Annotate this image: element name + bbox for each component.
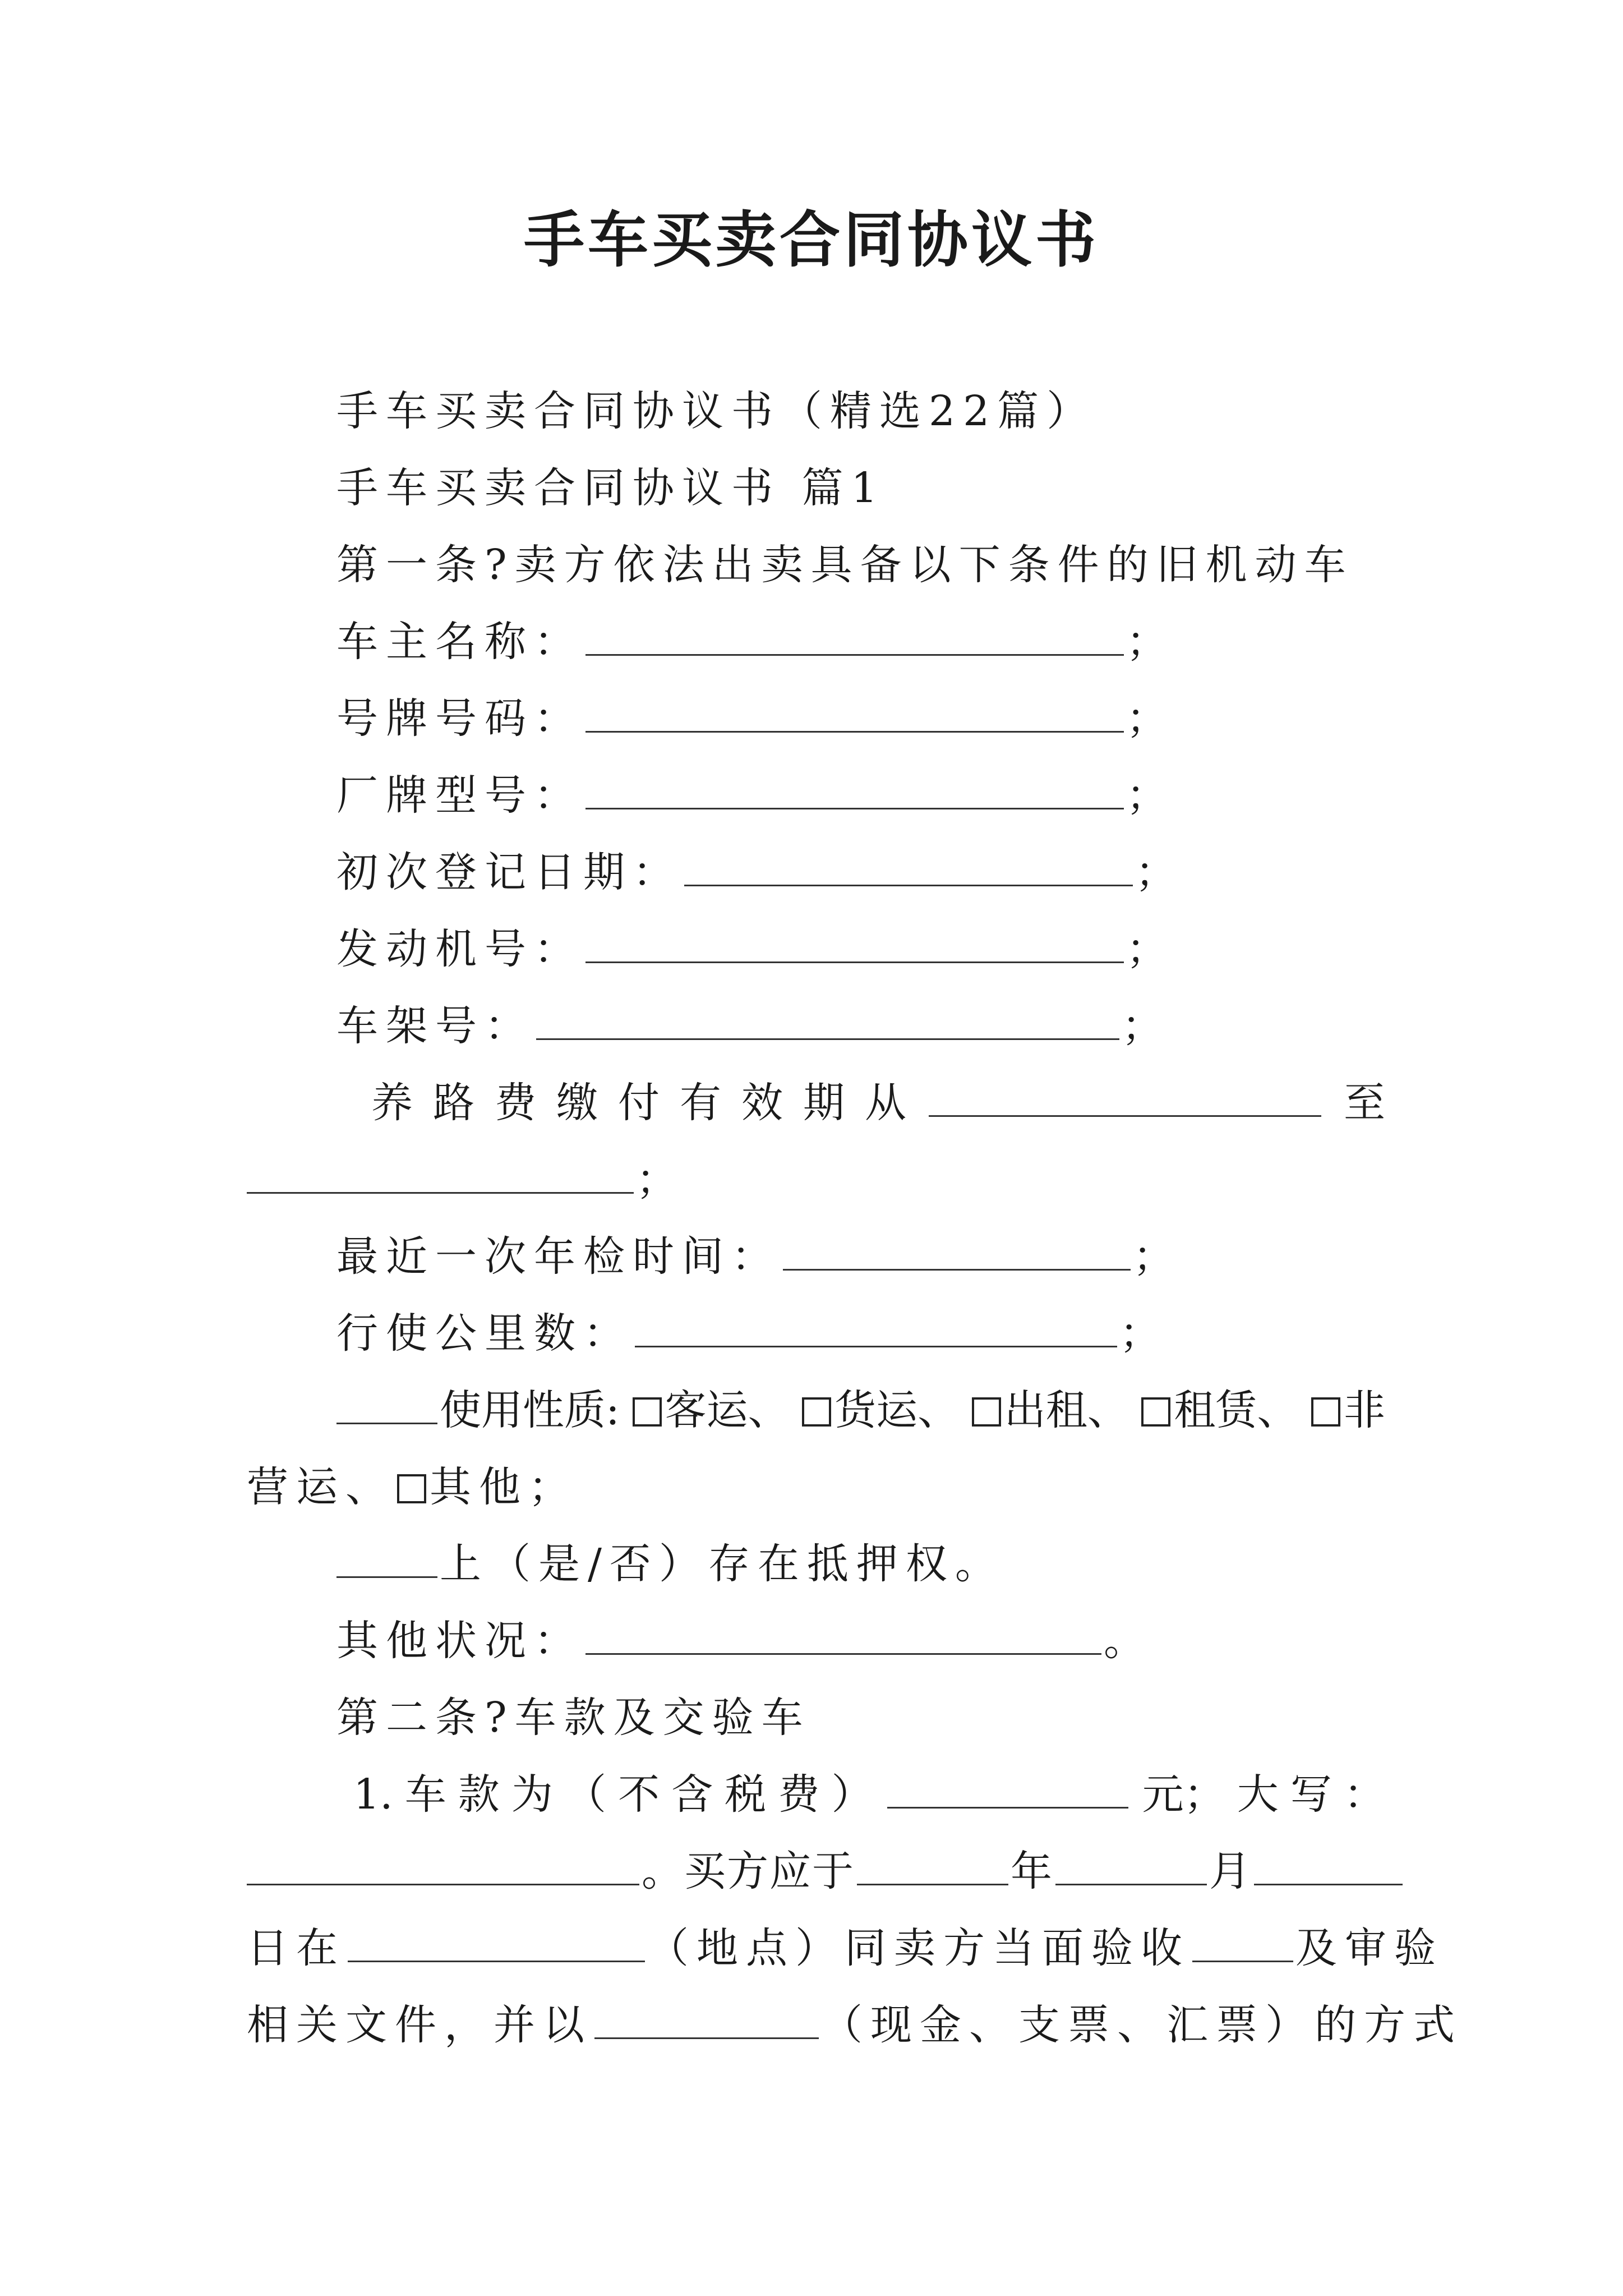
semicolon: ； [1126,925,1175,973]
blank-road-fee-to[interactable] [247,1155,634,1194]
usage-checkbox[interactable] [397,1474,426,1503]
road-fee-char: 路 [433,1079,474,1127]
clause-char: 为 [511,1770,553,1819]
blank-mileage[interactable] [635,1309,1117,1347]
field-first-registration [247,834,1385,911]
subtitle: 手车买卖合同协议书（精选22篇） [336,387,1096,435]
usage-option: 其他； [430,1463,578,1511]
field-usage [247,1372,1385,1449]
clause-1-line-1 [247,1756,1385,1833]
field-engine [247,911,1385,988]
clause-char: 不 [618,1770,660,1819]
road-fee-char: 期 [803,1079,845,1127]
usage-option: 货运、 [834,1386,960,1434]
field-usage-cont [247,1449,1385,1526]
blank-year[interactable] [857,1847,1008,1885]
blank-price[interactable] [887,1770,1128,1809]
clause-char: （ [564,1770,606,1819]
semicolon: ； [1133,1232,1182,1281]
document-title: 手车买卖合同协议书 [523,205,1099,275]
clause-char: 1. [353,1770,393,1819]
clause-char: 大 [1237,1770,1279,1819]
field-model-label: 厂牌型号： [336,771,583,820]
clause-text: （现金、支票、汇票）的方式 [821,2001,1463,2049]
clause-char: 写 [1290,1770,1332,1819]
clause-char: ： [1343,1770,1385,1819]
clause-text: 日在 [247,1924,345,1972]
clause-1-line-3 [247,1910,1444,1987]
clause-text: 及审验 [1295,1924,1444,1972]
blank-first-registration[interactable] [684,848,1133,886]
field-first-registration-label: 初次登记日期： [336,848,682,896]
road-fee-char: 从 [865,1079,906,1127]
blank-road-fee-from[interactable] [929,1078,1321,1117]
road-fee-char: 养 [371,1079,413,1127]
field-frame-label: 车架号： [336,1002,534,1050]
clause-char: 税 [725,1770,767,1819]
clause-char: 费 [778,1770,820,1819]
period: 。 [1104,1617,1153,1665]
road-fee-char: 费 [495,1079,536,1127]
clause-text: （地点）同卖方当面验收 [647,1924,1190,1972]
clause-yuan: 元； [1142,1770,1225,1819]
blank-engine[interactable] [585,924,1124,963]
blank-other[interactable] [585,1616,1101,1655]
field-road-fee-cont [247,1142,1385,1218]
usage-option: 营运、 [247,1463,395,1511]
blank-price-words[interactable] [247,1847,639,1885]
field-last-inspection-label: 最近一次年检时间： [336,1232,781,1281]
blank-payment-method[interactable] [594,2000,819,2039]
field-last-inspection [247,1218,1385,1295]
clause-text: 。买方应于 [642,1847,855,1895]
blank-usage[interactable] [336,1386,437,1424]
road-fee-char: 付 [618,1079,660,1127]
clause-month: 月 [1209,1847,1252,1895]
blank-vehicle[interactable] [1192,1924,1293,1962]
blank-month[interactable] [1055,1847,1207,1885]
usage-label: 使用性质: [440,1386,620,1434]
clause-char: ） [831,1770,873,1819]
semicolon: ； [1122,1002,1171,1050]
road-fee-to: 至 [1344,1079,1385,1127]
blank-model[interactable] [585,771,1124,809]
blank-plate[interactable] [585,694,1124,733]
blank-owner[interactable] [585,617,1124,656]
road-fee-char: 缴 [556,1079,598,1127]
field-model [247,757,1385,834]
usage-option: 出租、 [1004,1386,1129,1434]
semicolon: ； [1135,848,1184,896]
semicolon: ； [1119,1309,1169,1358]
usage-checkbox[interactable] [972,1397,1001,1427]
clause-1-line-4 [247,1987,1463,2064]
usage-option: 租赁、 [1174,1386,1299,1434]
clause-year: 年 [1011,1847,1053,1895]
road-fee-char: 有 [680,1079,721,1127]
field-other [247,1603,1385,1680]
field-owner-label: 车主名称： [336,618,583,666]
document-body [247,373,1463,2064]
semicolon: ； [636,1156,685,1204]
article-1-heading: 第一条?卖方依法出卖具备以下条件的旧机动车 [336,541,1354,589]
usage-checkbox[interactable] [1311,1397,1340,1427]
blank-day[interactable] [1254,1847,1403,1885]
blank-last-inspection[interactable] [783,1232,1131,1271]
field-plate [247,680,1385,757]
semicolon: ； [1126,771,1175,820]
usage-option: 非 [1343,1386,1385,1434]
field-engine-label: 发动机号： [336,925,583,973]
mortgage-text: 上（是/否）存在抵押权。 [440,1540,1004,1588]
usage-checkbox[interactable] [802,1397,831,1427]
usage-checkbox[interactable] [1141,1397,1170,1427]
field-plate-label: 号牌号码： [336,694,583,743]
field-mileage [247,1295,1385,1372]
clause-char: 含 [671,1770,713,1819]
semicolon: ； [1126,694,1175,743]
clause-char: 款 [458,1770,500,1819]
semicolon: ； [1126,618,1175,666]
blank-frame[interactable] [536,1001,1119,1040]
usage-checkbox[interactable] [633,1397,662,1427]
field-owner [247,604,1385,680]
blank-location[interactable] [348,1924,645,1962]
blank-mortgage[interactable] [336,1539,437,1578]
usage-option: 客运、 [665,1386,790,1434]
field-mileage-label: 行使公里数： [336,1309,633,1358]
field-road-fee [247,1065,1385,1142]
clause-char: 车 [404,1770,446,1819]
field-mortgage [247,1526,1385,1603]
field-frame [247,988,1385,1065]
section-heading: 手车买卖合同协议书 篇1 [336,464,886,512]
road-fee-char: 效 [741,1079,783,1127]
clause-1-line-2 [247,1833,1385,1910]
field-other-label: 其他状况： [336,1617,583,1665]
article-2-heading: 第二条?车款及交验车 [336,1694,811,1742]
clause-text: 相关文件，并以 [247,2001,592,2049]
